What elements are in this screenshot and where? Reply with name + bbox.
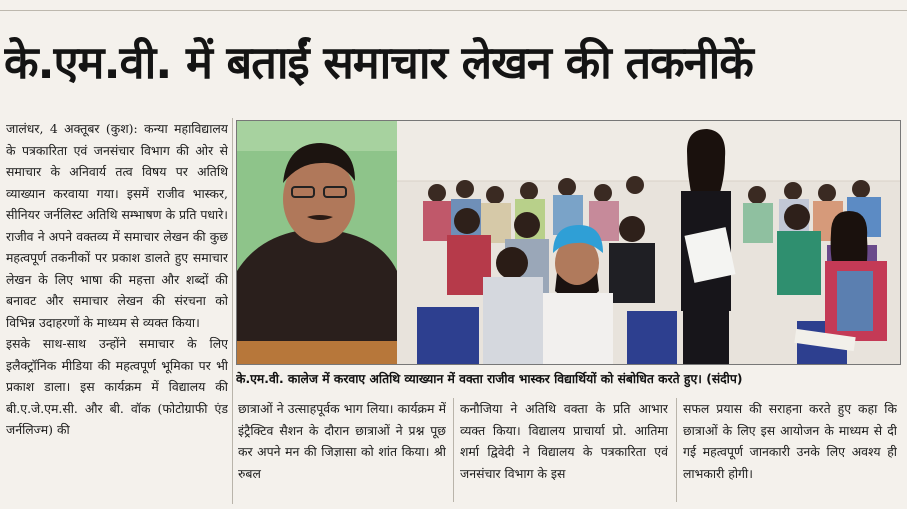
paragraph: इसके साथ-साथ उन्होंने समाचार के लिए इलैक्ट्रॉनिक मीडिया की महत्वपूर्ण भूमिका पर भी प्रकाश डाला। इस कार्यक्रम में विद्यालय की बी.ए.जे.एम.सी. और बी. वॉक (फोटोग्राफी एंड जर्नलिज्म) की <box>6 336 228 437</box>
top-rule <box>0 0 907 11</box>
photo-caption: के.एम.वी. कालेज में करवाए अतिथि व्याख्यान में वक्ता राजीव भास्कर विद्यार्थियों को संबोधित करते हुए। (संदीप) <box>236 372 743 386</box>
article-column-bottom-1 <box>238 398 446 502</box>
headline: के.एम.वी. में बताईं समाचार लेखन की तकनीकें <box>4 36 753 89</box>
article-column-left <box>6 118 228 503</box>
column-divider <box>232 118 233 504</box>
article-column-bottom-3 <box>683 398 897 502</box>
article-column-bottom-2 <box>460 398 668 502</box>
news-photo <box>236 120 901 365</box>
column-divider <box>453 398 454 502</box>
paragraph: सफल प्रयास की सराहना करते हुए कहा कि छात्राओं के लिए इस आयोजन के माध्यम से दी गई महत्वपूर्ण जानकारी उनके लिए अवश्य ही लाभकारी होगी। <box>683 401 897 481</box>
column-divider <box>676 398 677 502</box>
paragraph: छात्राओं ने उत्साहपूर्वक भाग लिया। कार्यक्रम में इंट्रैक्टिव सैशन के दौरान छात्राओं ने प्रश्न पूछ कर अपने मन की जिज्ञासा को शांत किया। श्री रुबल <box>238 401 446 481</box>
paragraph: जालंधर, 4 अक्तूबर (कुश): कन्या महाविद्यालय के पत्रकारिता एवं जनसंचार विभाग की ओर से समाचार के अनिवार्य तत्व विषय पर अतिथि व्याख्यान करवाया गया। इसमें राजीव भास्कर, सीनियर जर्नलिस्ट अतिथि सम्भाषण के प्रति पधारे। राजीव ने अपने वक्तव्य में समाचार लेखन की कुछ महत्वपूर्ण तकनीकों पर प्रकाश डालते हुए समाचार लेखन के लिए भाषा की महत्ता और शब्दों की बनावट और समाचार लेखन की संरचना को विभिन्न उदाहरणों के माध्यम से व्यक्त किया। <box>6 121 228 330</box>
paragraph: कनौजिया ने अतिथि वक्ता के प्रति आभार व्यक्त किया। विद्यालय प्राचार्या प्रो. आतिमा शर्मा द्विवेदी ने विद्यालय के पत्रकारिता एवं जनसंचार विभाग के इस <box>460 401 668 481</box>
